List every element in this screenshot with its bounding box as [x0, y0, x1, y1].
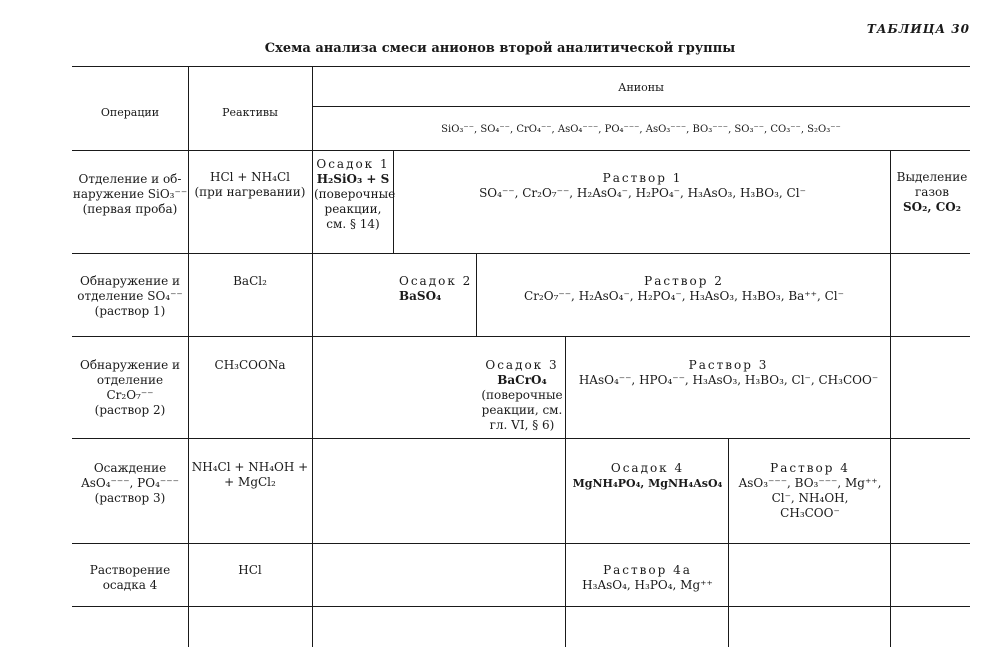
row3-precipitate: Осадок 3 BaCrO₄ (поверочные реакции, см. гл. VI, § 6): [481, 358, 563, 432]
row2-reagent: BaCl₂: [233, 274, 267, 288]
row1-reagent: HCl + NH₄Cl (при нагревании): [194, 170, 306, 199]
row2-solution: Раствор 2 Cr₂O₇⁻⁻, H₂AsO₄⁻, H₂PO₄⁻, H₃AsO₃, H₃BO₃, Ba⁺⁺, Cl⁻: [524, 274, 844, 303]
table-number: ТАБЛИЦА 30: [866, 22, 970, 36]
row-divider-4: [72, 543, 970, 544]
row2-precipitate: Осадок 2 BaSO₄: [399, 274, 473, 303]
row1-solution: Раствор 1 SO₄⁻⁻, Cr₂O₇⁻⁻, H₂AsO₄⁻, H₂PO₄⁻, H₃AsO₃, H₃BO₃, Cl⁻: [479, 171, 806, 200]
row4-solution: Раствор 4 AsO₃⁻⁻⁻, BO₃⁻⁻⁻, Mg⁺⁺, Cl⁻, NH₄OH, CH₃COO⁻: [738, 461, 882, 520]
row-divider-3: [72, 438, 970, 439]
anions-header-divider: [312, 106, 970, 107]
row3-reagent: CH₃COONa: [214, 358, 286, 372]
row3-operation: Обнаружение и отделение Cr₂O₇⁻⁻ (раствор 2): [79, 358, 180, 417]
row3-solution: Раствор 3 HAsO₄⁻⁻, HPO₄⁻⁻, H₃AsO₃, H₃BO₃, Cl⁻, CH₃COO⁻: [578, 358, 879, 387]
row1-precipitate: Осадок 1 H₂SiO₃ + S (поверочные реакции, см. § 14): [314, 157, 396, 231]
row1-operation: Отделение и об- наружение SiO₃⁻⁻ (первая проба): [72, 172, 188, 216]
precip1-right-border: [393, 150, 394, 253]
col-divider-reagents: [312, 66, 313, 647]
table-top-border: [72, 66, 970, 67]
row5-solution: Раствор 4а H₃AsO₄, H₃PO₄, Mg⁺⁺: [582, 563, 713, 592]
header-operations: Операции: [100, 106, 160, 119]
col-divider-operations: [188, 66, 189, 647]
row-divider-5: [72, 606, 970, 607]
row4-precipitate: Осадок 4 MgNH₄PO₄, MgNH₄AsO₄: [572, 461, 723, 490]
row4-operation: Осаждение AsO₄⁻⁻⁻, PO₄⁻⁻⁻ (раствор 3): [81, 461, 179, 505]
row-divider-2: [72, 336, 970, 337]
row4-reagent: NH₄Cl + NH₄OH + + MgCl₂: [191, 460, 309, 489]
table-title: Схема анализа смеси анионов второй аналитической группы: [264, 41, 736, 56]
row5-operation: Растворение осадка 4: [89, 563, 171, 592]
row2-operation: Обнаружение и отделение SO₄⁻⁻ (раствор 1): [77, 274, 183, 318]
row-divider-1: [72, 253, 970, 254]
row1-gases: Выделение газов SO₂, CO₂: [896, 170, 968, 214]
header-anions: Анионы: [618, 81, 664, 94]
header-reagents: Реактивы: [222, 106, 278, 119]
precip4-right-border: [728, 438, 729, 647]
header-bottom-border: [72, 150, 970, 151]
row5-reagent: HCl: [238, 563, 262, 577]
header-anion-list: SiO₃⁻⁻, SO₄⁻⁻, CrO₄⁻⁻, AsO₄⁻⁻⁻, PO₄⁻⁻⁻, AsO₃⁻⁻⁻, BO₃⁻⁻⁻, SO₃⁻⁻, CO₃⁻⁻, S₂O₃⁻⁻: [441, 124, 841, 135]
col-divider-gases: [890, 150, 891, 647]
